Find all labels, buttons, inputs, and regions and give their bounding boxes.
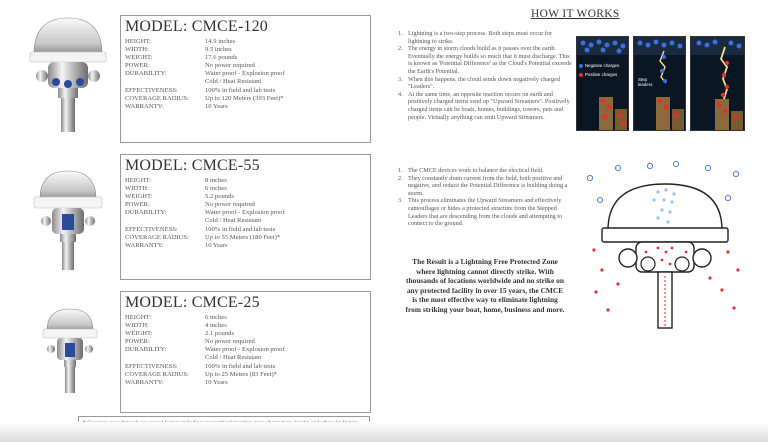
spec-value: 10 Years — [205, 102, 228, 110]
spec-value: Cold / Heat Resistant — [205, 217, 262, 225]
spec-label: EFFECTIVENESS: — [125, 225, 178, 233]
spec-value: Water proof - Explosion proof — [205, 209, 285, 217]
spec-row — [125, 379, 285, 387]
spec-row — [125, 371, 285, 379]
spec-box-cmce-120 — [120, 15, 371, 143]
spec-label: WIDTH: — [125, 185, 149, 193]
spec-value: Up to 55 Meters (180 Feet)* — [205, 233, 281, 241]
steps-list-cmce — [398, 167, 573, 228]
spec-value: 8 inches — [205, 177, 227, 184]
lightning-panel-3 — [690, 36, 745, 131]
spec-value: 5.2 pounds — [205, 193, 234, 201]
step-number: 2. — [398, 174, 403, 182]
spec-label: EFFECTIVENESS: — [125, 362, 178, 370]
spec-row — [125, 363, 285, 371]
cmce-120-device-image — [18, 10, 118, 140]
spec-label: WARRANTY: — [125, 102, 164, 110]
lightning-panel-2 — [633, 36, 686, 131]
spec-row — [125, 314, 285, 322]
spec-value: 9.5 inches — [205, 46, 232, 54]
spec-row — [125, 70, 285, 78]
step-item — [398, 76, 573, 91]
spec-label: WIDTH: — [125, 46, 149, 54]
spec-value: Water proof - Explosion proof — [205, 346, 285, 354]
spec-value: 100% in field and lab tests — [205, 86, 276, 94]
spec-row — [125, 226, 285, 234]
spec-label: DURABILITY: — [125, 209, 167, 217]
spec-label: COVERAGE RADIUS: — [125, 94, 189, 102]
spec-value: No power required — [205, 62, 255, 70]
spec-value: 17.6 pounds — [205, 54, 238, 62]
spec-row — [125, 185, 285, 193]
step-number: 2. — [398, 45, 403, 53]
step-number: 1. — [398, 30, 403, 37]
spec-table — [125, 314, 285, 387]
spec-value: Cold / Heat Resistant — [205, 354, 262, 362]
step-item — [398, 175, 573, 198]
spec-label — [125, 354, 205, 362]
spec-label: POWER: — [125, 201, 150, 209]
spec-row — [125, 330, 285, 338]
how-it-works-heading: HOW IT WORKS — [531, 8, 620, 20]
legend-positive-charges: Positive charges — [585, 72, 618, 77]
spec-label: WEIGHT: — [125, 54, 153, 62]
spec-value: 14.9 inches — [205, 38, 236, 45]
spec-row — [125, 87, 285, 95]
spec-row — [125, 46, 285, 54]
step-item — [398, 197, 573, 227]
spec-label: WIDTH: — [125, 322, 149, 330]
spec-label: WEIGHT: — [125, 193, 153, 201]
page-bottom-shadow — [0, 422, 768, 442]
spec-label: POWER: — [125, 62, 150, 70]
spec-table — [125, 38, 285, 111]
spec-label — [125, 78, 205, 86]
step-number: 4. — [398, 90, 403, 98]
spec-label: EFFECTIVENESS: — [125, 86, 178, 94]
step-text: At the same time, an opposite reaction occurs on earth and positively charged items send up "Upward Streamers". Positively charged items can be boats, homes, buildings, towers, pets and people. Virtually anything can emit Upward Streamers. — [408, 90, 570, 121]
spec-box-cmce-25 — [120, 291, 371, 413]
model-title: MODEL: CMCE-25 — [125, 294, 260, 311]
step-text: The CMCE devices work to balance the electical field. — [408, 167, 544, 174]
step-text: When this happens, the cloud sends down negatively charged "Leaders". — [408, 75, 560, 91]
spec-row — [125, 38, 285, 46]
label-step-leaders: Step leaders — [638, 77, 653, 87]
model-title: MODEL: CMCE-120 — [125, 18, 268, 35]
spec-value: No power required — [205, 201, 255, 209]
model-title: MODEL: CMCE-55 — [125, 157, 260, 174]
spec-label: HEIGHT: — [125, 314, 152, 321]
spec-row — [125, 354, 285, 362]
step-text: They constantly drain current from the field, both positive and negative, and reduce the Potential Difference is building doing a storm. — [408, 174, 568, 197]
spec-value: Up to 25 Meters (83 Feet)* — [205, 370, 277, 378]
spec-row — [125, 209, 285, 217]
step-item — [398, 45, 573, 75]
step-item — [398, 30, 573, 45]
spec-row — [125, 346, 285, 354]
spec-value: No power required — [205, 338, 255, 346]
spec-row — [125, 201, 285, 209]
step-text: This process eliminates the Upward Streamers and effectively camouflages or hides a protected structure from the Stepped Leaders that are descending from the clouds and attempting to connect to the ground. — [408, 197, 563, 228]
spec-label: DURABILITY: — [125, 346, 167, 354]
spec-value: Cold / Heat Resistant — [205, 78, 262, 86]
result-statement: The Result is a Lightning Free Protected Zone where lightning cannot directly strike. With thousands of locations worldwide and no strike on any protected facility in over 15 years, the CMCE is the most effective way to eliminate lightning from striking your boat, home, business and more. — [405, 257, 565, 314]
cmce-field-diagram — [578, 160, 753, 335]
spec-value: 2.1 pounds — [205, 330, 234, 338]
spec-row — [125, 62, 285, 70]
spec-value: 4 inches — [205, 322, 227, 330]
spec-value: 100% in field and lab tests — [205, 225, 276, 233]
spec-row — [125, 338, 285, 346]
spec-label: WEIGHT: — [125, 330, 153, 338]
spec-value: 100% in field and lab tests — [205, 362, 276, 370]
spec-label: POWER: — [125, 338, 150, 346]
spec-row — [125, 234, 285, 242]
steps-list-lightning — [398, 30, 573, 121]
spec-row — [125, 78, 285, 86]
spec-value: 10 Years — [205, 241, 228, 249]
spec-row — [125, 322, 285, 330]
spec-row — [125, 242, 285, 250]
step-item — [398, 91, 573, 121]
spec-label: COVERAGE RADIUS: — [125, 370, 189, 378]
spec-label: DURABILITY: — [125, 70, 167, 78]
spec-row — [125, 95, 285, 103]
spec-label: HEIGHT: — [125, 177, 152, 184]
spec-label: WARRANTY: — [125, 241, 164, 249]
spec-row — [125, 193, 285, 201]
step-number: 1. — [398, 167, 403, 174]
spec-box-cmce-55 — [120, 154, 371, 280]
lightning-panel-1 — [576, 36, 629, 131]
spec-row — [125, 217, 285, 225]
spec-table — [125, 177, 285, 250]
step-item — [398, 167, 573, 175]
spec-value: 6 inches — [205, 314, 227, 321]
spec-label: COVERAGE RADIUS: — [125, 233, 189, 241]
step-number: 3. — [398, 197, 403, 205]
step-text: The energy in storm clouds build as it passes over the earth. Eventually the energy builds so much that it must discharge. This is known as 'Potential Difference' as the Cloud's Potential exceeds the Earth's Potential. — [408, 45, 572, 75]
step-number: 3. — [398, 75, 403, 83]
spec-label: HEIGHT: — [125, 38, 152, 45]
spec-row — [125, 177, 285, 185]
spec-label: WARRANTY: — [125, 378, 164, 386]
spec-value: Up to 120 Meters (393 Feet)* — [205, 94, 284, 102]
spec-value: Water proof - Explosion proof — [205, 70, 285, 78]
spec-row — [125, 103, 285, 111]
cmce-55-device-image — [26, 165, 111, 275]
cmce-25-device-image — [35, 305, 105, 400]
spec-row — [125, 54, 285, 62]
legend-negative-charges: Negative charges — [585, 63, 620, 68]
spec-value: 6 inches — [205, 185, 227, 193]
spec-value: 10 Years — [205, 378, 228, 386]
step-text: Lightning is a two-step process. Both steps must occur for lightning to strike. — [408, 30, 553, 45]
spec-label — [125, 217, 205, 225]
